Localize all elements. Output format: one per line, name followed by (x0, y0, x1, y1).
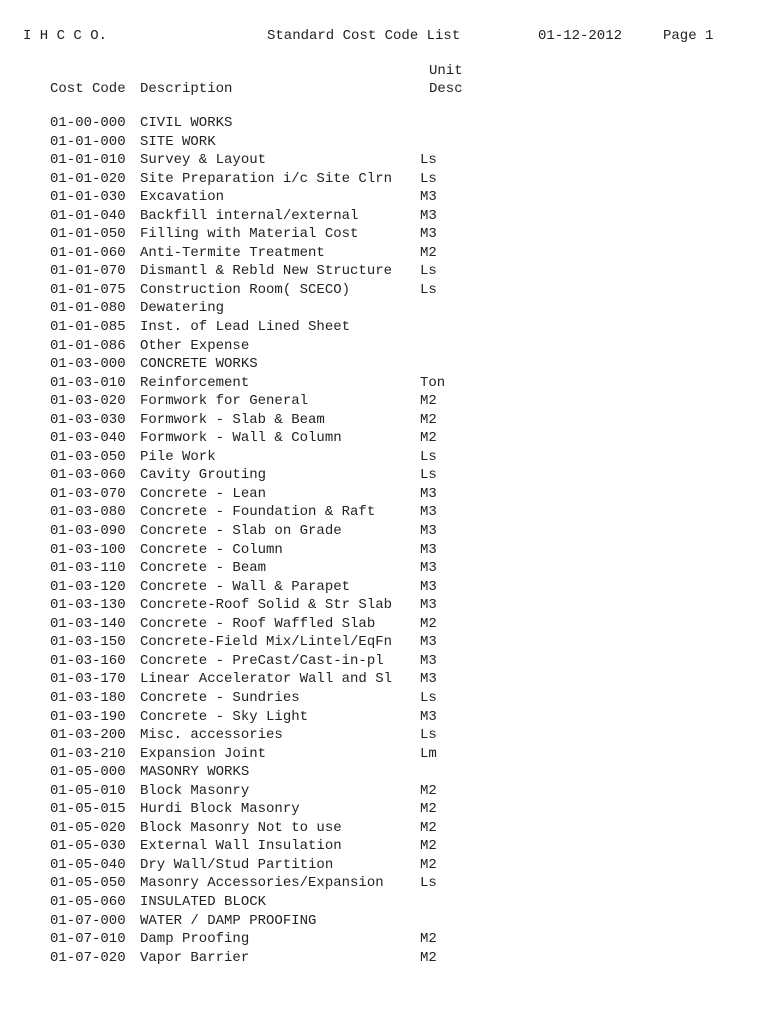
cost-code: 01-01-030 (50, 189, 126, 206)
cost-description: INSULATED BLOCK (140, 893, 267, 910)
unit-desc: M3 (420, 541, 437, 558)
cost-code-row (50, 763, 510, 782)
cost-code-row (50, 578, 510, 597)
cost-code: 01-05-030 (50, 838, 126, 855)
cost-code: 01-01-060 (50, 244, 126, 261)
unit-desc: Ls (420, 281, 437, 298)
cost-code: 01-07-000 (50, 912, 126, 929)
cost-code: 01-01-070 (50, 263, 126, 280)
cost-description: Concrete - PreCast/Cast-in-pl (140, 652, 384, 669)
unit-desc: Ls (420, 467, 437, 484)
unit-desc: Ls (420, 152, 437, 169)
cost-code-row (50, 856, 510, 875)
cost-code-row (50, 559, 510, 578)
cost-code: 01-03-130 (50, 597, 126, 614)
cost-code: 01-03-180 (50, 689, 126, 706)
unit-desc: Ls (420, 170, 437, 187)
unit-desc: M2 (420, 949, 437, 966)
cost-code: 01-03-040 (50, 430, 126, 447)
cost-description: Concrete - Sky Light (140, 708, 309, 725)
cost-code-row (50, 670, 510, 689)
cost-description: SITE WORK (140, 133, 216, 150)
unit-desc: M2 (420, 430, 437, 447)
unit-desc: M2 (420, 856, 437, 873)
cost-description: Dismantl & Rebld New Structure (140, 263, 393, 280)
cost-description: Formwork - Wall & Column (140, 430, 342, 447)
cost-description: Concrete-Field Mix/Lintel/EqFn (140, 634, 393, 651)
cost-description: Block Masonry Not to use (140, 819, 342, 836)
cost-code: 01-05-015 (50, 801, 126, 818)
cost-code-row (50, 466, 510, 485)
cost-code-row (50, 893, 510, 912)
cost-code: 01-03-030 (50, 411, 126, 428)
unit-desc: M2 (420, 393, 437, 410)
cost-description: Concrete - Foundation & Raft (140, 504, 376, 521)
unit-desc: M3 (420, 207, 437, 224)
cost-code-row (50, 837, 510, 856)
cost-code: 01-01-000 (50, 133, 126, 150)
unit-desc: M2 (420, 244, 437, 261)
report-date: 01-12-2012 (538, 28, 623, 44)
cost-code-row (50, 374, 510, 393)
unit-desc: M3 (420, 652, 437, 669)
cost-code-row (50, 225, 510, 244)
cost-description: Vapor Barrier (140, 949, 250, 966)
cost-code-row (50, 392, 510, 411)
cost-code-row (50, 819, 510, 838)
report-title: Standard Cost Code List (267, 28, 461, 44)
cost-description: Expansion Joint (140, 745, 267, 762)
cost-description: Misc. accessories (140, 727, 283, 744)
cost-code-row (50, 207, 510, 226)
cost-code: 01-03-160 (50, 652, 126, 669)
cost-code: 01-05-040 (50, 856, 126, 873)
cost-code-row (50, 170, 510, 189)
cost-description: Damp Proofing (140, 931, 250, 948)
unit-desc: M2 (420, 801, 437, 818)
column-header-description: Description (140, 81, 233, 97)
cost-code-row (50, 800, 510, 819)
unit-desc: M3 (420, 189, 437, 206)
cost-code: 01-03-210 (50, 745, 126, 762)
cost-code: 01-03-100 (50, 541, 126, 558)
cost-code: 01-03-070 (50, 485, 126, 502)
cost-code-row (50, 114, 510, 133)
cost-code: 01-05-050 (50, 875, 126, 892)
unit-desc: Ls (420, 689, 437, 706)
cost-description: CONCRETE WORKS (140, 356, 258, 373)
unit-desc: M2 (420, 819, 437, 836)
cost-code-row (50, 262, 510, 281)
cost-description: Concrete - Slab on Grade (140, 523, 342, 540)
cost-code-row (50, 244, 510, 263)
cost-code-row (50, 615, 510, 634)
cost-code-row (50, 188, 510, 207)
cost-code-row (50, 503, 510, 522)
cost-description: Site Preparation i/c Site Clrn (140, 170, 393, 187)
cost-code: 01-03-000 (50, 356, 126, 373)
column-header-cost-code: Cost Code (50, 81, 126, 97)
unit-desc: M3 (420, 504, 437, 521)
unit-desc: M3 (420, 597, 437, 614)
cost-code: 01-05-020 (50, 819, 126, 836)
cost-code-row (50, 633, 510, 652)
cost-description: Concrete-Roof Solid & Str Slab (140, 597, 393, 614)
unit-desc: Ls (420, 875, 437, 892)
cost-code: 01-07-020 (50, 949, 126, 966)
unit-desc: M3 (420, 634, 437, 651)
company-name: I H C C O. (23, 28, 108, 44)
cost-code: 01-03-090 (50, 523, 126, 540)
cost-code-row (50, 522, 510, 541)
cost-code: 01-07-010 (50, 931, 126, 948)
cost-code: 01-03-120 (50, 578, 126, 595)
cost-description: Anti-Termite Treatment (140, 244, 325, 261)
cost-description: MASONRY WORKS (140, 764, 250, 781)
cost-code-row (50, 782, 510, 801)
unit-desc: M3 (420, 560, 437, 577)
cost-description: Concrete - Sundries (140, 689, 300, 706)
cost-description: Pile Work (140, 448, 216, 465)
cost-description: CIVIL WORKS (140, 115, 233, 131)
cost-code: 01-03-020 (50, 393, 126, 410)
cost-code: 01-05-060 (50, 893, 126, 910)
cost-description: Concrete - Lean (140, 485, 267, 502)
cost-code-row (50, 596, 510, 615)
unit-desc: M2 (420, 838, 437, 855)
unit-desc: M3 (420, 578, 437, 595)
cost-description: Inst. of Lead Lined Sheet (140, 319, 351, 336)
cost-code: 01-03-010 (50, 374, 126, 391)
column-header-unit: Unit (429, 63, 463, 79)
cost-description: Dewatering (140, 300, 225, 317)
unit-desc: M3 (420, 485, 437, 502)
cost-code: 01-01-080 (50, 300, 126, 317)
cost-code-row (50, 299, 510, 318)
cost-code: 01-01-085 (50, 319, 126, 336)
cost-description: Other Expense (140, 337, 250, 354)
cost-code: 01-03-150 (50, 634, 126, 651)
cost-code-row (50, 151, 510, 170)
unit-desc: Ton (420, 374, 446, 391)
cost-code: 01-00-000 (50, 115, 126, 131)
unit-desc: M2 (420, 931, 437, 948)
cost-code: 01-05-000 (50, 764, 126, 781)
cost-description: Formwork - Slab & Beam (140, 411, 325, 428)
cost-description: Dry Wall/Stud Partition (140, 856, 334, 873)
unit-desc: M3 (420, 708, 437, 725)
cost-code: 01-03-170 (50, 671, 126, 688)
cost-code: 01-01-020 (50, 170, 126, 187)
cost-code: 01-03-050 (50, 448, 126, 465)
cost-code-row (50, 874, 510, 893)
cost-code-row (50, 411, 510, 430)
cost-description: Concrete - Column (140, 541, 283, 558)
cost-code: 01-03-200 (50, 727, 126, 744)
cost-description: Excavation (140, 189, 225, 206)
cost-code: 01-03-060 (50, 467, 126, 484)
cost-code: 01-03-140 (50, 615, 126, 632)
unit-desc: M2 (420, 615, 437, 632)
cost-code-row (50, 949, 510, 968)
unit-desc: Ls (420, 263, 437, 280)
cost-code: 01-01-086 (50, 337, 126, 354)
cost-description: WATER / DAMP PROOFING (140, 912, 317, 929)
cost-code: 01-01-050 (50, 226, 126, 243)
cost-code-row (50, 429, 510, 448)
unit-desc: Ls (420, 448, 437, 465)
cost-code-row (50, 745, 510, 764)
unit-desc: M3 (420, 671, 437, 688)
unit-desc: M3 (420, 226, 437, 243)
cost-description: Concrete - Roof Waffled Slab (140, 615, 376, 632)
cost-code-row (50, 652, 510, 671)
cost-code-row (50, 912, 510, 931)
unit-desc: M3 (420, 523, 437, 540)
cost-code: 01-03-110 (50, 560, 126, 577)
unit-desc: Ls (420, 727, 437, 744)
cost-description: Concrete - Beam (140, 560, 267, 577)
cost-description: Filling with Material Cost (140, 226, 359, 243)
cost-code-row (50, 448, 510, 467)
cost-code-row (50, 133, 510, 152)
cost-description: Survey & Layout (140, 152, 267, 169)
cost-description: Block Masonry (140, 782, 250, 799)
unit-desc: M2 (420, 411, 437, 428)
cost-description: Linear Accelerator Wall and Sl (140, 671, 393, 688)
cost-code: 01-03-190 (50, 708, 126, 725)
cost-code-list (50, 114, 510, 967)
cost-description: Hurdi Block Masonry (140, 801, 300, 818)
cost-code-row (50, 318, 510, 337)
cost-code: 01-03-080 (50, 504, 126, 521)
column-header-unit-desc: Desc (429, 81, 463, 97)
cost-code-row (50, 708, 510, 727)
cost-description: Backfill internal/external (140, 207, 359, 224)
cost-code-row (50, 930, 510, 949)
cost-description: External Wall Insulation (140, 838, 342, 855)
cost-description: Reinforcement (140, 374, 250, 391)
page-number: Page 1 (663, 28, 714, 44)
cost-code: 01-01-040 (50, 207, 126, 224)
cost-code-row (50, 281, 510, 300)
cost-description: Masonry Accessories/Expansion (140, 875, 384, 892)
cost-code-row (50, 541, 510, 560)
cost-description: Concrete - Wall & Parapet (140, 578, 351, 595)
unit-desc: M2 (420, 782, 437, 799)
cost-description: Construction Room( SCECO) (140, 281, 351, 298)
cost-code-row (50, 726, 510, 745)
cost-code: 01-01-075 (50, 281, 126, 298)
cost-code: 01-01-010 (50, 152, 126, 169)
cost-code-row (50, 485, 510, 504)
cost-description: Formwork for General (140, 393, 309, 410)
cost-code: 01-05-010 (50, 782, 126, 799)
cost-code-row (50, 689, 510, 708)
cost-code-row (50, 337, 510, 356)
cost-code-row (50, 355, 510, 374)
unit-desc: Lm (420, 745, 437, 762)
cost-description: Cavity Grouting (140, 467, 267, 484)
